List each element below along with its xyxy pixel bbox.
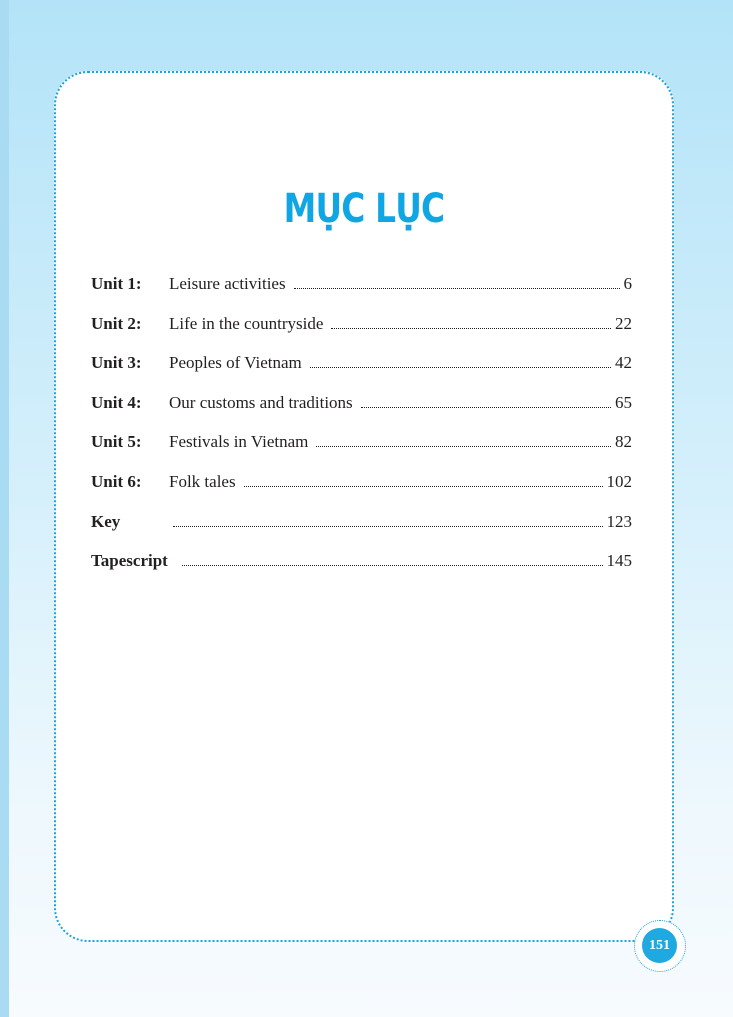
toc-dot-leader bbox=[316, 445, 611, 447]
toc-page-number: 22 bbox=[615, 313, 632, 333]
table-of-contents bbox=[91, 274, 632, 591]
toc-section-label: Key bbox=[91, 511, 121, 531]
page-number: 151 bbox=[642, 928, 677, 963]
toc-entry-unit-6[interactable] bbox=[91, 472, 632, 512]
page-edge-strip bbox=[0, 0, 9, 1017]
toc-dot-leader bbox=[244, 485, 603, 487]
page-number-badge bbox=[634, 920, 686, 972]
toc-unit-title: Leisure activities bbox=[169, 274, 286, 293]
toc-page-number: 123 bbox=[606, 511, 632, 531]
toc-unit-label: Unit 3: bbox=[91, 353, 142, 373]
toc-unit-label: Unit 2: bbox=[91, 313, 142, 333]
toc-page-number: 6 bbox=[623, 274, 632, 293]
toc-entry-unit-3[interactable] bbox=[91, 353, 632, 393]
toc-dot-leader bbox=[294, 287, 620, 289]
toc-unit-title: Peoples of Vietnam bbox=[169, 353, 302, 373]
toc-unit-label: Unit 6: bbox=[91, 471, 142, 491]
toc-dot-leader bbox=[331, 327, 611, 329]
toc-entry-unit-2[interactable] bbox=[91, 314, 632, 354]
toc-unit-title: Festivals in Vietnam bbox=[169, 432, 309, 452]
toc-entry-key[interactable] bbox=[91, 512, 632, 552]
toc-page-number: 82 bbox=[615, 432, 632, 452]
page-title: MỤC LỤC bbox=[283, 186, 445, 232]
toc-dot-leader bbox=[310, 366, 611, 368]
toc-unit-title: Our customs and traditions bbox=[169, 392, 353, 412]
toc-unit-label: Unit 4: bbox=[91, 392, 142, 412]
toc-dot-leader bbox=[173, 525, 603, 527]
toc-entry-unit-1[interactable] bbox=[91, 274, 632, 314]
toc-dot-leader bbox=[182, 564, 603, 566]
toc-unit-label: Unit 5: bbox=[91, 432, 142, 452]
toc-section-label: Tapescript bbox=[91, 551, 168, 571]
toc-entry-tapescript[interactable] bbox=[91, 551, 632, 591]
toc-unit-title: Folk tales bbox=[169, 471, 236, 491]
toc-page-number: 42 bbox=[615, 353, 632, 373]
toc-unit-title: Life in the countryside bbox=[169, 313, 324, 333]
toc-dot-leader bbox=[361, 406, 611, 408]
toc-page-number: 102 bbox=[606, 471, 632, 491]
toc-page-number: 65 bbox=[615, 392, 632, 412]
toc-entry-unit-5[interactable] bbox=[91, 432, 632, 472]
toc-page-number: 145 bbox=[606, 551, 632, 571]
toc-entry-unit-4[interactable] bbox=[91, 393, 632, 433]
toc-unit-label: Unit 1: bbox=[91, 274, 142, 293]
